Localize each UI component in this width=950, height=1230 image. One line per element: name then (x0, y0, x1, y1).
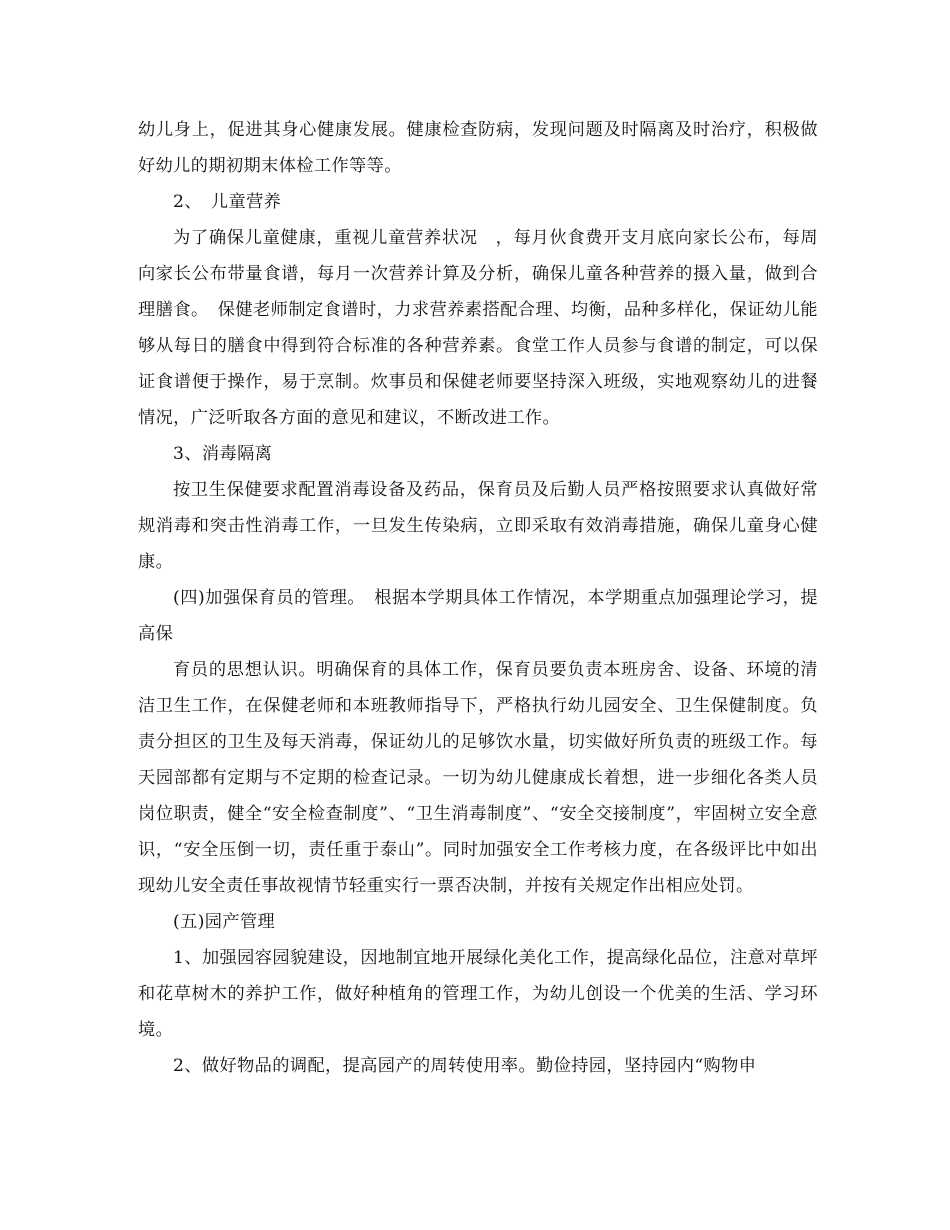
paragraph-nutrition: 为了确保儿童健康，重视儿童营养状况 ，每月伙食费开支月底向家长公布，每周向家长公布带量食谱，每月一次营养计算及分析，确保儿童各种营养的摄入量，做到合理膳食。 保健老师制定食谱时，力求营养素搭配合理、均衡，品种多样化，保证幼儿能够从每日的膳食中得到符合标准的各种营养素。食堂工作人员参与食谱的制定，可以保证食谱便于操作，易于烹制。炊事员和保健老师要坚持深入班级，实地观察幼儿的进餐情况，广泛听取各方面的意见和建议，不断改进工作。 (138, 228, 818, 428)
section-heading-property-management: (五)园产管理 (173, 912, 276, 932)
paragraph-continuation: 幼儿身上，促进其身心健康发展。健康检查防病，发现问题及时隔离及时治疗，积极做好幼儿的期初期末体检工作等等。 (138, 120, 818, 176)
paragraph-item-allocation: 2、做好物品的调配，提高园产的周转使用率。勤俭持园，坚持园内“购物申 (173, 1056, 757, 1076)
paragraph-disinfection: 按卫生保健要求配置消毒设备及药品，保育员及后勤人员严格按照要求认真做好常规消毒和突击性消毒工作，一旦发生传染病，立即采取有效消毒措施，确保儿童身心健康。 (138, 480, 818, 572)
paragraph-campus-greening: 1、加强园容园貌建设，因地制宜地开展绿化美化工作，提高绿化品位，注意对草坪和花草树木的养护工作，做好种植角的管理工作，为幼儿创设一个优美的生活、学习环境。 (138, 948, 818, 1040)
paragraph-caregiver-management-intro: (四)加强保育员的管理。 根据本学期具体工作情况，本学期重点加强理论学习，提高保 (138, 588, 818, 644)
document-body (138, 112, 818, 1084)
section-heading-disinfection: 3、消毒隔离 (173, 444, 273, 464)
section-heading-child-nutrition: 2、 儿童营养 (173, 192, 282, 212)
paragraph-caregiver-management: 育员的思想认识。明确保育的具体工作，保育员要负责本班房舍、设备、环境的清洁卫生工作，在保健老师和本班教师指导下，严格执行幼儿园安全、卫生保健制度。负责分担区的卫生及每天消毒，保证幼儿的足够饮水量，切实做好所负责的班级工作。每天园部都有定期与不定期的检查记录。一切为幼儿健康成长着想，进一步细化各类人员岗位职责，健全“安全检查制度”、“卫生消毒制度”、“安全交接制度”，牢固树立安全意识，“安全压倒一切，责任重于泰山”。同时加强安全工作考核力度，在各级评比中如出现幼儿安全责任事故视情节轻重实行一票否决制，并按有关规定作出相应处罚。 (138, 660, 818, 896)
